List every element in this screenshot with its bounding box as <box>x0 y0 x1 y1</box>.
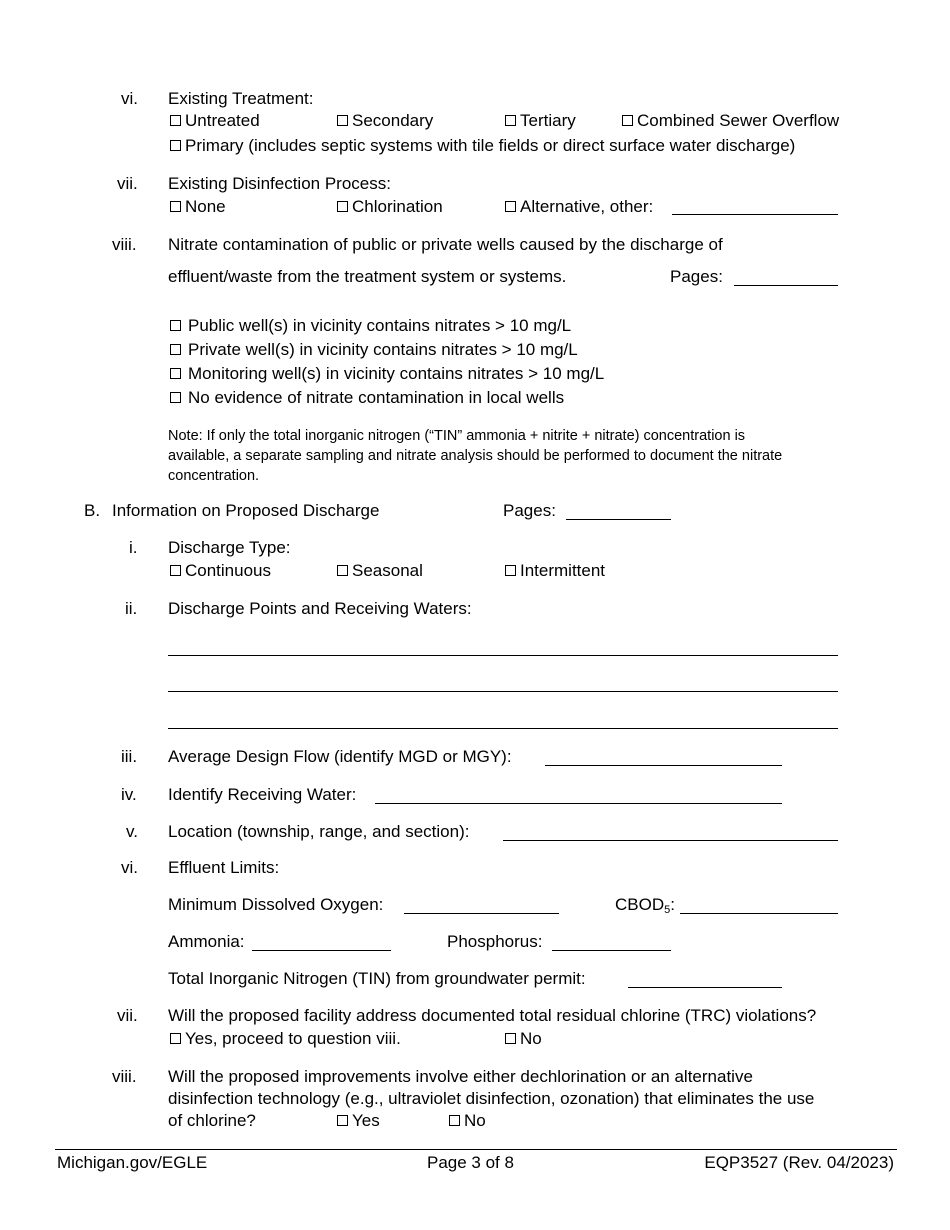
option-label: Secondary <box>352 111 434 130</box>
checkbox-icon[interactable] <box>505 1033 516 1044</box>
option-label: Continuous <box>185 561 272 580</box>
checkbox-icon[interactable] <box>337 1115 348 1126</box>
checkbox-icon[interactable] <box>337 201 348 212</box>
check-label: Public well(s) in vicinity contains nitrates > 10 mg/L <box>188 316 572 335</box>
nitrate-note-line1: Note: If only the total inorganic nitrogen (“TIN” ammonia + nitrite + nitrate) concentration is <box>168 428 746 444</box>
discharge-points-line-2[interactable] <box>168 691 838 692</box>
checkbox-icon[interactable] <box>337 115 348 126</box>
discharge-type-title: Discharge Type: <box>168 538 291 557</box>
checkbox-icon[interactable] <box>337 565 348 576</box>
cbod-subscript: 5 <box>664 904 671 916</box>
check-label: No evidence of nitrate contamination in local wells <box>188 388 565 407</box>
option-combined-sewer-overflow[interactable] <box>622 111 839 131</box>
item-numeral-viii: viii. <box>112 235 137 254</box>
option-label: Tertiary <box>520 111 576 130</box>
phosphorus-field[interactable] <box>552 950 671 951</box>
phosphorus-label: Phosphorus: <box>447 932 543 951</box>
option-label: Combined Sewer Overflow <box>637 111 840 130</box>
checkbox-icon[interactable] <box>170 392 181 403</box>
min-do-label: Minimum Dissolved Oxygen: <box>168 895 384 914</box>
option-intermittent[interactable] <box>505 561 605 581</box>
checkbox-icon[interactable] <box>622 115 633 126</box>
dechlorination-line3: of chlorine? <box>168 1111 256 1130</box>
discharge-points-line-1[interactable] <box>168 655 838 656</box>
option-label: No <box>520 1029 542 1048</box>
footer-divider <box>55 1149 897 1150</box>
option-label: Chlorination <box>352 197 443 216</box>
nitrate-pages-label: Pages: <box>670 267 723 286</box>
checkbox-icon[interactable] <box>505 565 516 576</box>
option-untreated[interactable] <box>170 111 260 131</box>
location-field[interactable] <box>503 840 838 841</box>
option-seasonal[interactable] <box>337 561 423 581</box>
check-public-well[interactable] <box>170 316 571 336</box>
nitrate-pages-field[interactable] <box>734 285 838 286</box>
discharge-points-line-3[interactable] <box>168 728 838 729</box>
option-primary[interactable] <box>170 136 795 156</box>
option-none[interactable] <box>170 197 226 217</box>
cbod-colon: : <box>670 895 675 914</box>
item-numeral-iv: iv. <box>121 785 137 804</box>
item-numeral-v: v. <box>126 822 138 841</box>
item-numeral-b-vii: vii. <box>117 1006 138 1025</box>
footer-form-id: EQP3527 (Rev. 04/2023) <box>704 1153 894 1172</box>
option-dechlorination-yes[interactable] <box>337 1111 380 1131</box>
disinfection-process-title: Existing Disinfection Process: <box>168 174 391 193</box>
option-secondary[interactable] <box>337 111 433 131</box>
checkbox-icon[interactable] <box>170 344 181 355</box>
nitrate-note-line3: concentration. <box>168 468 260 484</box>
dechlorination-line2: disinfection technology (e.g., ultraviolet disinfection, ozonation) that eliminates the use <box>168 1089 815 1108</box>
min-do-field[interactable] <box>404 913 559 914</box>
nitrate-note-line2: available, a separate sampling and nitrate analysis should be performed to document the nitrate <box>168 448 783 464</box>
option-dechlorination-no[interactable] <box>449 1111 486 1131</box>
option-trc-no[interactable] <box>505 1029 542 1049</box>
checkbox-icon[interactable] <box>170 115 181 126</box>
item-numeral-ii: ii. <box>125 599 138 618</box>
ammonia-label: Ammonia: <box>168 932 245 951</box>
section-b-pages-label: Pages: <box>503 501 556 520</box>
item-numeral-i: i. <box>129 538 138 557</box>
check-monitoring-well[interactable] <box>170 364 604 384</box>
ammonia-field[interactable] <box>252 950 391 951</box>
discharge-points-title: Discharge Points and Receiving Waters: <box>168 599 472 618</box>
checkbox-icon[interactable] <box>170 140 181 151</box>
option-label: Intermittent <box>520 561 606 580</box>
item-numeral-b-vi: vi. <box>121 858 138 877</box>
option-label: Yes <box>352 1111 380 1130</box>
option-label: Yes, proceed to question viii. <box>185 1029 401 1048</box>
location-label: Location (township, range, and section): <box>168 822 470 841</box>
receiving-water-field[interactable] <box>375 803 782 804</box>
receiving-water-label: Identify Receiving Water: <box>168 785 357 804</box>
checkbox-icon[interactable] <box>170 1033 181 1044</box>
option-continuous[interactable] <box>170 561 271 581</box>
design-flow-field[interactable] <box>545 765 782 766</box>
option-label: No <box>464 1111 486 1130</box>
checkbox-icon[interactable] <box>170 368 181 379</box>
effluent-limits-title: Effluent Limits: <box>168 858 280 877</box>
checkbox-icon[interactable] <box>170 320 181 331</box>
option-chlorination[interactable] <box>337 197 443 217</box>
item-numeral-b-viii: viii. <box>112 1067 137 1086</box>
checkbox-icon[interactable] <box>505 115 516 126</box>
cbod-label <box>615 895 675 920</box>
trc-question: Will the proposed facility address documented total residual chlorine (TRC) violations? <box>168 1006 817 1025</box>
section-b-pages-field[interactable] <box>566 519 671 520</box>
option-tertiary[interactable] <box>505 111 576 131</box>
option-label: Primary (includes septic systems with tile fields or direct surface water discharge) <box>185 136 796 155</box>
alternative-other-field[interactable] <box>672 214 838 215</box>
section-b-label: B. <box>84 501 101 520</box>
option-label: Alternative, other: <box>520 197 654 216</box>
check-private-well[interactable] <box>170 340 578 360</box>
item-numeral-iii: iii. <box>121 747 138 766</box>
check-no-evidence[interactable] <box>170 388 564 408</box>
option-label: Seasonal <box>352 561 423 580</box>
option-trc-yes[interactable] <box>170 1029 401 1049</box>
design-flow-label: Average Design Flow (identify MGD or MGY): <box>168 747 512 766</box>
option-label: None <box>185 197 226 216</box>
dechlorination-line1: Will the proposed improvements involve either dechlorination or an alternative <box>168 1067 753 1086</box>
checkbox-icon[interactable] <box>449 1115 460 1126</box>
item-numeral-vii: vii. <box>117 174 138 193</box>
cbod-field[interactable] <box>680 913 838 914</box>
checkbox-icon[interactable] <box>170 201 181 212</box>
tin-label: Total Inorganic Nitrogen (TIN) from groundwater permit: <box>168 969 586 988</box>
item-numeral-vi: vi. <box>121 89 138 108</box>
footer-website: Michigan.gov/EGLE <box>57 1153 208 1172</box>
cbod-text: CBOD <box>615 895 665 914</box>
checkbox-icon[interactable] <box>170 565 181 576</box>
nitrate-question-line2: effluent/waste from the treatment system or systems. <box>168 267 567 286</box>
check-label: Monitoring well(s) in vicinity contains nitrates > 10 mg/L <box>188 364 605 383</box>
footer-page-number: Page 3 of 8 <box>427 1153 514 1172</box>
tin-field[interactable] <box>628 987 782 988</box>
nitrate-question-line1: Nitrate contamination of public or private wells caused by the discharge of <box>168 235 723 254</box>
existing-treatment-title: Existing Treatment: <box>168 89 314 108</box>
option-label: Untreated <box>185 111 260 130</box>
section-b-title: Information on Proposed Discharge <box>112 501 380 520</box>
checkbox-icon[interactable] <box>505 201 516 212</box>
check-label: Private well(s) in vicinity contains nitrates > 10 mg/L <box>188 340 578 359</box>
option-alternative-other[interactable] <box>505 197 653 217</box>
